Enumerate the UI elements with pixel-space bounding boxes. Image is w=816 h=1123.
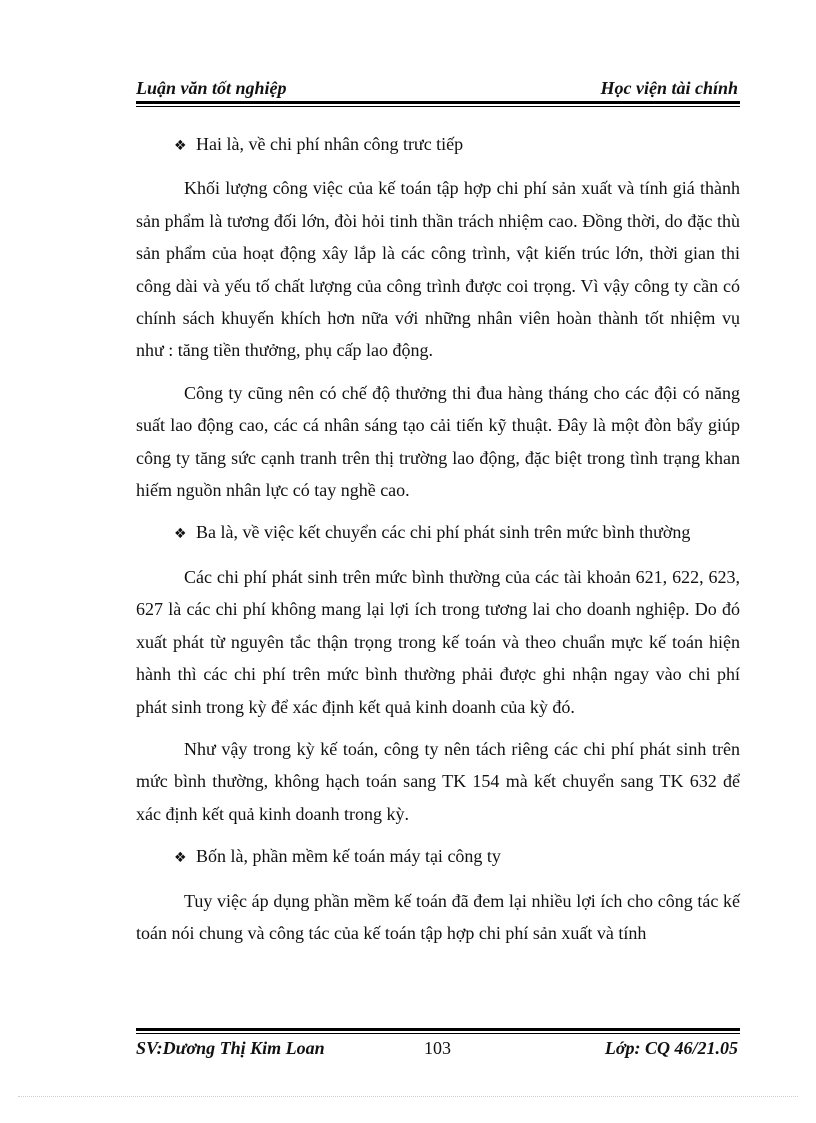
paragraph: Tuy việc áp dụng phần mềm kế toán đã đem lại nhiều lợi ích cho công tác kế toán nói chung và công tác của kế toán tập hợp chi phí sản xuất và tính [136,890,740,943]
paragraph: Các chi phí phát sinh trên mức bình thường của các tài khoản 621, 622, 623, 627 là các chi phí không mang lại lợi ích trong tương lai cho doanh nghiệp. Do đó xuất phát từ nguyên tắc thận trọng trong kế toán và theo chuẩn mực kế toán hiện hành thì các chi phí trên mức bình thường phải được ghi nhận ngay vào chi phí phát sinh trong kỳ để xác định kết quả kinh doanh của kỳ đó. [136,566,740,717]
header-thesis-title: Luận văn tốt nghiệp [136,78,287,98]
section-heading-3 [136,516,740,550]
paragraph: Công ty cũng nên có chế độ thưởng thi đua hàng tháng cho các đội có năng suất lao động cao, các cá nhân sáng tạo cải tiến kỹ thuật. Đây là một đòn bẩy giúp công ty tăng sức cạnh tranh trên thị trường lao động, đặc biệt trong tình trạng khan hiếm nguồn nhân lực có tay nghề cao. [136,382,740,501]
diamond-bullet-icon: ❖ [174,138,187,154]
page-content [136,128,740,959]
footer-rule-thick [136,1028,740,1031]
footer-class-code: Lớp: CQ 46/21.05 [604,1038,738,1058]
diamond-bullet-icon: ❖ [174,850,187,867]
page-footer [136,1038,740,1062]
section-heading-text: Bốn là, phần mềm kế toán máy tại công ty [196,846,501,867]
page-number: 103 [424,1038,451,1058]
paragraph: Như vậy trong kỳ kế toán, công ty nên tách riêng các chi phí phát sinh trên mức bình thường, không hạch toán sang TK 154 mà kết chuyển sang TK 632 để xác định kết quả kinh doanh trong kỳ. [136,738,740,824]
section-heading-4 [136,840,740,874]
page-header [136,78,740,102]
section-heading-2 [136,128,740,162]
page-boundary-divider [18,1096,798,1097]
paragraph: Khối lượng công việc của kế toán tập hợp chi phí sản xuất và tính giá thành sản phẩm là tương đối lớn, đòi hỏi tinh thần trách nhiệm cao. Đồng thời, do đặc thù sản phẩm của hoạt động xây lắp là các công trình, vật kiến trúc lớn, thời gian thi công dài và yếu tố chất lượng của công trình được coi trọng. Vì vậy công ty cần có chính sách khuyến khích hơn nữa với những nhân viên hoàn thành tốt nhiệm vụ như : tăng tiền thưởng, phụ cấp lao động. [136,178,740,361]
header-institution: Học viện tài chính [600,78,738,98]
section-heading-text: Hai là, về chi phí nhân công trưc tiếp [196,134,464,154]
footer-rule-thin [136,1033,740,1034]
section-heading-text: Ba là, về việc kết chuyển các chi phí phát sinh trên mức bình thường [196,522,691,543]
header-rule-thick [136,101,740,104]
header-rule-thin [136,106,740,107]
footer-student-name: SV:Dương Thị Kim Loan [136,1038,325,1058]
diamond-bullet-icon: ❖ [174,526,187,543]
